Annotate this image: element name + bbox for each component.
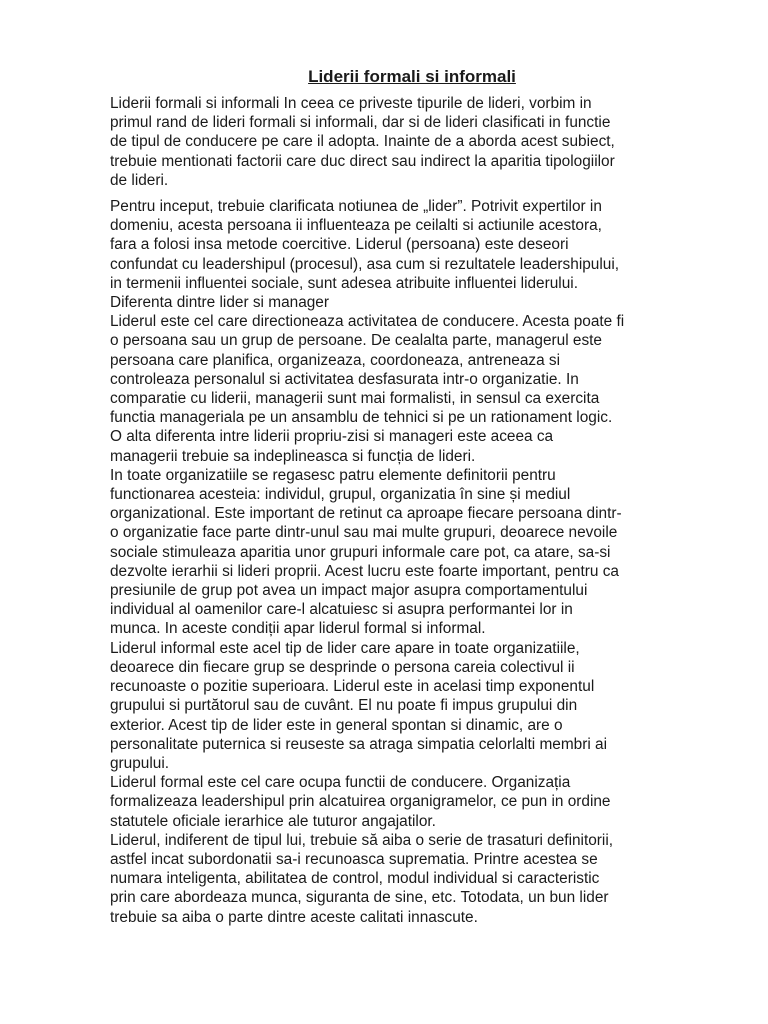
paragraph-main: Pentru inceput, trebuie clarificata notiunea de „lider”. Potrivit expertilor in domeniu, acesta persoana ii influenteaza pe ceilalti si actiunile acestora, fara a folosi insa metode coercitive. Liderul (persoana) este deseori confundat cu leadershipul (procesul), asa cum si rezultatele leadershipului, in termenii influentei sociale, sunt adesea atribuite influentei liderului. Diferenta dintre lider si manager Liderul este cel care directioneaza activitatea de conducere. Acesta poate fi o persoana sau un grup de persoane. De cealalta parte, managerul este persoana care planifica, organizeaza, coordoneaza, antreneaza si controleaza personalul si activitatea desfasurata intr-o organizatie. In comparatie cu liderii, managerii sunt mai formalisti, in sensul ca exercita functia manageriala pe un ansamblu de tehnici si pe un rationament logic. O alta diferenta intre liderii propriu-zisi si manageri este aceea ca managerii trebuie sa indeplineasca si funcția de lideri. In toate organizatiile se regasesc patru elemente definitorii pentru functionarea acesteia: individul, grupul, organizatia în sine și mediul organizational. Este important de retinut ca aproape fiecare persoana dintr- o organizatie face parte dintr-unul sau mai multe grupuri, deoarece nevoile sociale stimuleaza aparitia unor grupuri informale care pot, ca atare, sa-si dezvolte ierarhii si lideri proprii. Acest lucru este foarte important, pentru ca presiunile de grup pot avea un impact major asupra comportamentului individual al oamenilor care-l alcatuiesc si asupra performantei lor in munca. In aceste condiții apar liderul formal si informal. Liderul informal este acel tip de lider care apare in toate organizatiile, deoarece din fiecare grup se desprinde o persona careia colectivul ii recunoaste o pozitie superioara. Liderul este in acelasi timp exponentul grupului si purtătorul sau de cuvânt. El nu poate fi impus grupului din exterior. Acest tip de lider este in general spontan si dinamic, are o personalitate puternica si reuseste sa atraga simpatia celorlalti membri ai grupului. Liderul formal este cel care ocupa functii de conducere. Organizația formalizeaza leadershipul prin alcatuirea organigramelor, ce pun in ordine statutele oficiale ierarhice ale tuturor angajatilor. Liderul, indiferent de tipul lui, trebuie să aiba o serie de trasaturi definitorii, astfel incat subordonatii sa-i recunoasca suprematia. Printre acestea se numara inteligenta, abilitatea de control, modul individual si caracteristic prin care abordeaza munca, siguranta de sine, etc. Totodata, un bun lider trebuie sa aiba o parte dintre aceste calitati innascute. — [110, 198, 625, 926]
document-title: Liderii formali si informali — [308, 67, 516, 86]
document-body — [110, 66, 714, 927]
paragraph-intro: Liderii formali si informali In ceea ce priveste tipurile de lideri, vorbim in primul rand de lideri formali si informali, dar si de lideri clasificati in functie de tipul de conducere pe care il adopta. Inainte de a aborda acest subiect, trebuie mentionati factorii care duc direct sau indirect la aparitia tipologiilor de lideri. — [110, 95, 615, 189]
